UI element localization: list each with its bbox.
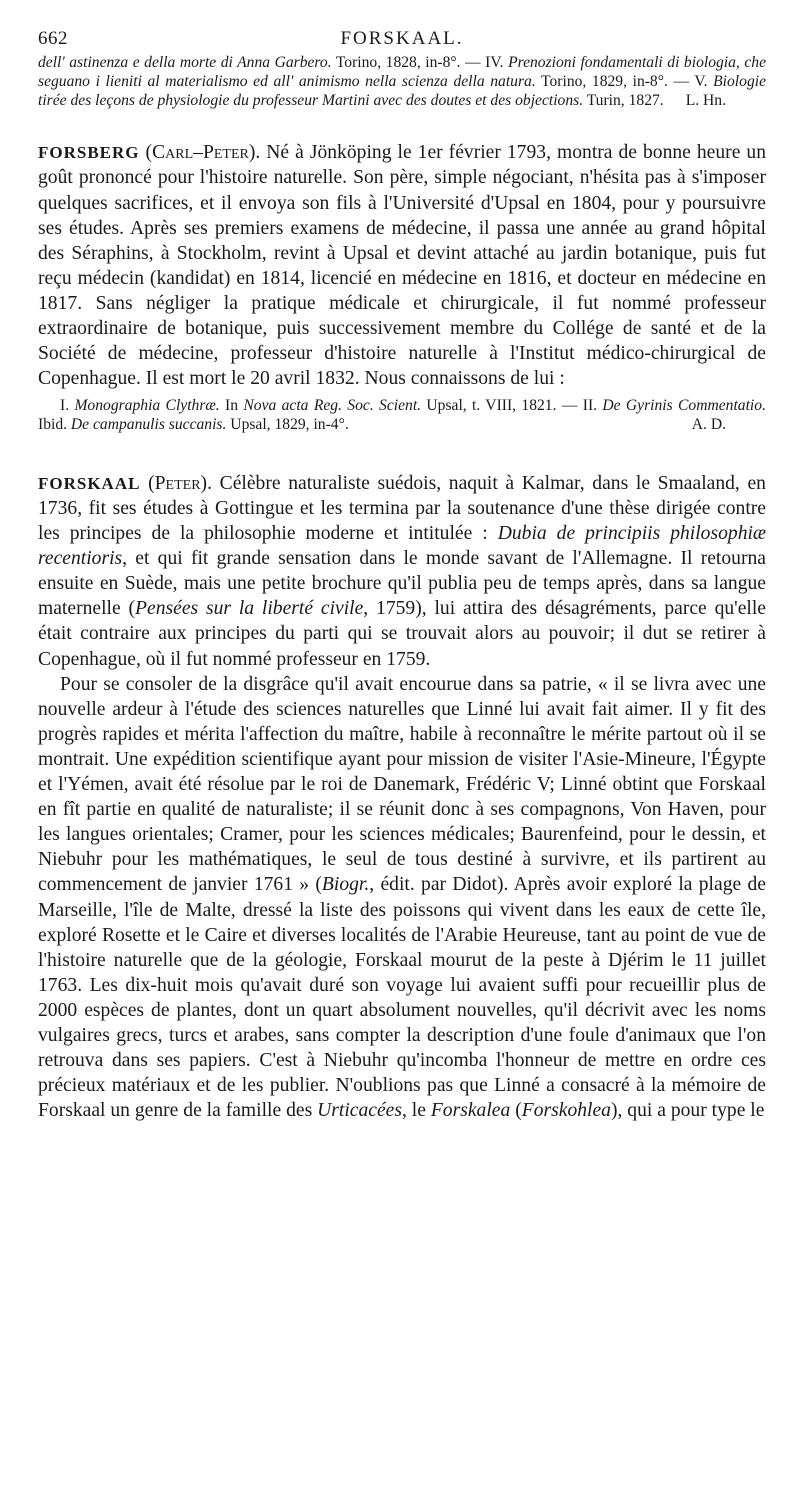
brochure-title: Pensées sur la liberté civile [135, 598, 364, 620]
source-biogr: Biogr. [321, 874, 370, 896]
prev-entry-author: L. Hn. [685, 91, 726, 109]
work-numeral-1: I. [60, 397, 75, 415]
forsberg-biography: Né à Jönköping le 1er février 1793, montra de bonne heure un goût prononcé pour l'histoire naturelle. Son père, simple négociant, n'hésita pas à s'imposer quelques sacrifices, et il envoya son fils à l'Université d'Upsal en 1804, pour y poursuivre ses études. Après ses premiers examens de médecine, il passa une année au grand hôpital des Séraphins, à Stockholm, revint à Upsal et devint attaché au jardin botanique, puis fut reçu médecin (kandidat) en 1814, licencié en médecine en 1816, et docteur en médecine en 1817. Sans négliger la pratique médicale et chirurgicale, il fut nommé professeur extraordinaire de botanique, puis successivement membre du Collége de santé et de la Société de médecine, professeur d'histoire naturelle à l'Institut médico-chirurgical de Copenhague. Il est mort le 20 avril 1832. Nous connaissons de lui : [38, 142, 766, 390]
work-title-3: De campanulis succanis. [70, 416, 227, 434]
forskaal-p1-text: Célèbre naturaliste suédois, naquit à Kalmar, dans le Smaaland, en 1736, fit ses études à Gottingue et les termina par la soutenance d'une thèse dirigée contre les principes de la philosophie moderne et intitulée : [38, 472, 766, 545]
genus-forskalea: Forskalea [430, 1100, 511, 1122]
name-paren-close: ). [248, 142, 267, 164]
work-ibid: Ibid. [38, 416, 71, 434]
prev-title-3: Biologie tirée des leçons de physiologie du professeur Martini avec des doutes et des objections. [38, 72, 766, 109]
headword-forskaal: FORSKAAL [38, 473, 141, 493]
forskaal-p2-text: , édit. par Didot). Après avoir exploré la plage de Marseille, l'île de Malte, dressé la liste des poissons qui vivent dans les eaux de cette île, exploré Rosette et le Caire et diverses localités de l'Arabie Heureuse, tant au point de vue de l'histoire naturelle que de la géologie, Forskaal mourut de la peste à Djérim le 11 juillet 1763. Les dix-huit mois qu'avait duré son voyage lui avaient suffi pour recueillir plus de 2000 espèces de plantes, dont un quart absolument nouvelles, qu'il décrivit avec les noms vulgaires grecs, turcs et arabes, sans compter la description d'une foule d'animaux que l'on retrouva dans ses papiers. C'est à Niebuhr qu'incomba l'honneur de mettre en ordre ces précieux matériaux et de les publier. N'oublions pas que Linné a consacré à la mémoire de Forskaal un genre de la famille des [38, 874, 766, 1122]
forskaal-p1-text: , et qui fit grande sensation dans le monde savant de l'Allemagne. Il retourna ensuite en Suède, mais une petite brochure qu'il publia peu de temps après, dans sa langue maternelle ( [38, 548, 766, 620]
prev-title-2: Prenozioni fondamentali di biologia, che seguano i lieniti al materialismo ed all' animismo nella scienza della natura. [38, 54, 766, 90]
forskaal-p2-text: ( [510, 1100, 522, 1122]
given-name-forskaal: Peter [154, 472, 201, 494]
family-urticacees: Urticacées [317, 1100, 402, 1122]
headword-forsberg: FORSBERG [38, 143, 140, 163]
page [38, 28, 766, 1123]
prev-pub-3: Turin, 1827. [583, 91, 664, 109]
work-title-1: Monographia Clythræ. [74, 397, 220, 415]
name-paren-open: ( [139, 142, 153, 164]
prev-pub-1: Torino, 1828, in-8°. — IV. [331, 54, 509, 71]
running-title: FORSKAAL. [340, 28, 464, 49]
forskaal-p1-text: , 1759), lui attira des désagréments, parce qu'elle était contraire aux principes du parti qui se trouvait alors au pouvoir; il dut se retirer à Copenhague, où il fut nommé professeur en 1759. [38, 598, 766, 670]
genus-forskohlea: Forskohlea [521, 1100, 611, 1122]
name-paren-open: ( [140, 472, 155, 494]
entry-forskaal [38, 471, 766, 1123]
forsberg-author: A. D. [691, 416, 726, 434]
page-header [38, 28, 766, 54]
work-pub-2: Upsal, 1829, in-4°. [226, 416, 349, 434]
forskaal-p2-text: Pour se consoler de la disgrâce qu'il avait encourue dans sa patrie, « il se livra avec une nouvelle ardeur à l'étude des sciences naturelles que Linné lui avait fait aimer. Il y fit des progrès rapides et mérita l'affection du maître, habile à reconnaître le mérite partout où il se montrait. Une expédition scientifique ayant pour mission de visiter l'Asie-Mineure, l'Égypte et l'Yémen, avait été résolue par le roi de Danemark, Frédéric V; Linné obtint que Forskaal en fît partie en qualité de naturaliste; il se réunit donc à ses compagnons, Von Haven, pour les langues orientales; Cramer, pour les sciences médicales; Baurenfeind, pour le dessin, et Niebuhr pour les mathématiques, le seul de tous destiné à survivre, et ils partirent au commencement de janvier 1761 » ( [38, 673, 766, 896]
entry-forsberg [38, 140, 766, 391]
given-name-forsberg: Carl–Peter [152, 142, 249, 164]
forskaal-p2-text: , le [402, 1100, 431, 1122]
work-in: In [219, 397, 244, 415]
work-title-2: De Gyrinis Commentatio. [602, 397, 766, 415]
name-paren-close: ). [200, 472, 220, 494]
work-journal: Nova acta Reg. Soc. Scient. [243, 397, 422, 415]
prev-title-1: dell' astinenza e della morte di Anna Garbero. [38, 54, 332, 71]
forsberg-works [38, 397, 766, 435]
page-number: 662 [38, 28, 68, 49]
work-pub-1: Upsal, t. VIII, 1821. — II. [421, 397, 603, 415]
forskaal-p2-text: ), qui a pour type le [610, 1100, 765, 1122]
previous-entry-bibliography [38, 54, 766, 110]
thesis-title: Dubia de principiis philosophiæ recentioris [38, 523, 766, 570]
prev-pub-2: Torino, 1829, in-8°. — V. [535, 72, 714, 90]
